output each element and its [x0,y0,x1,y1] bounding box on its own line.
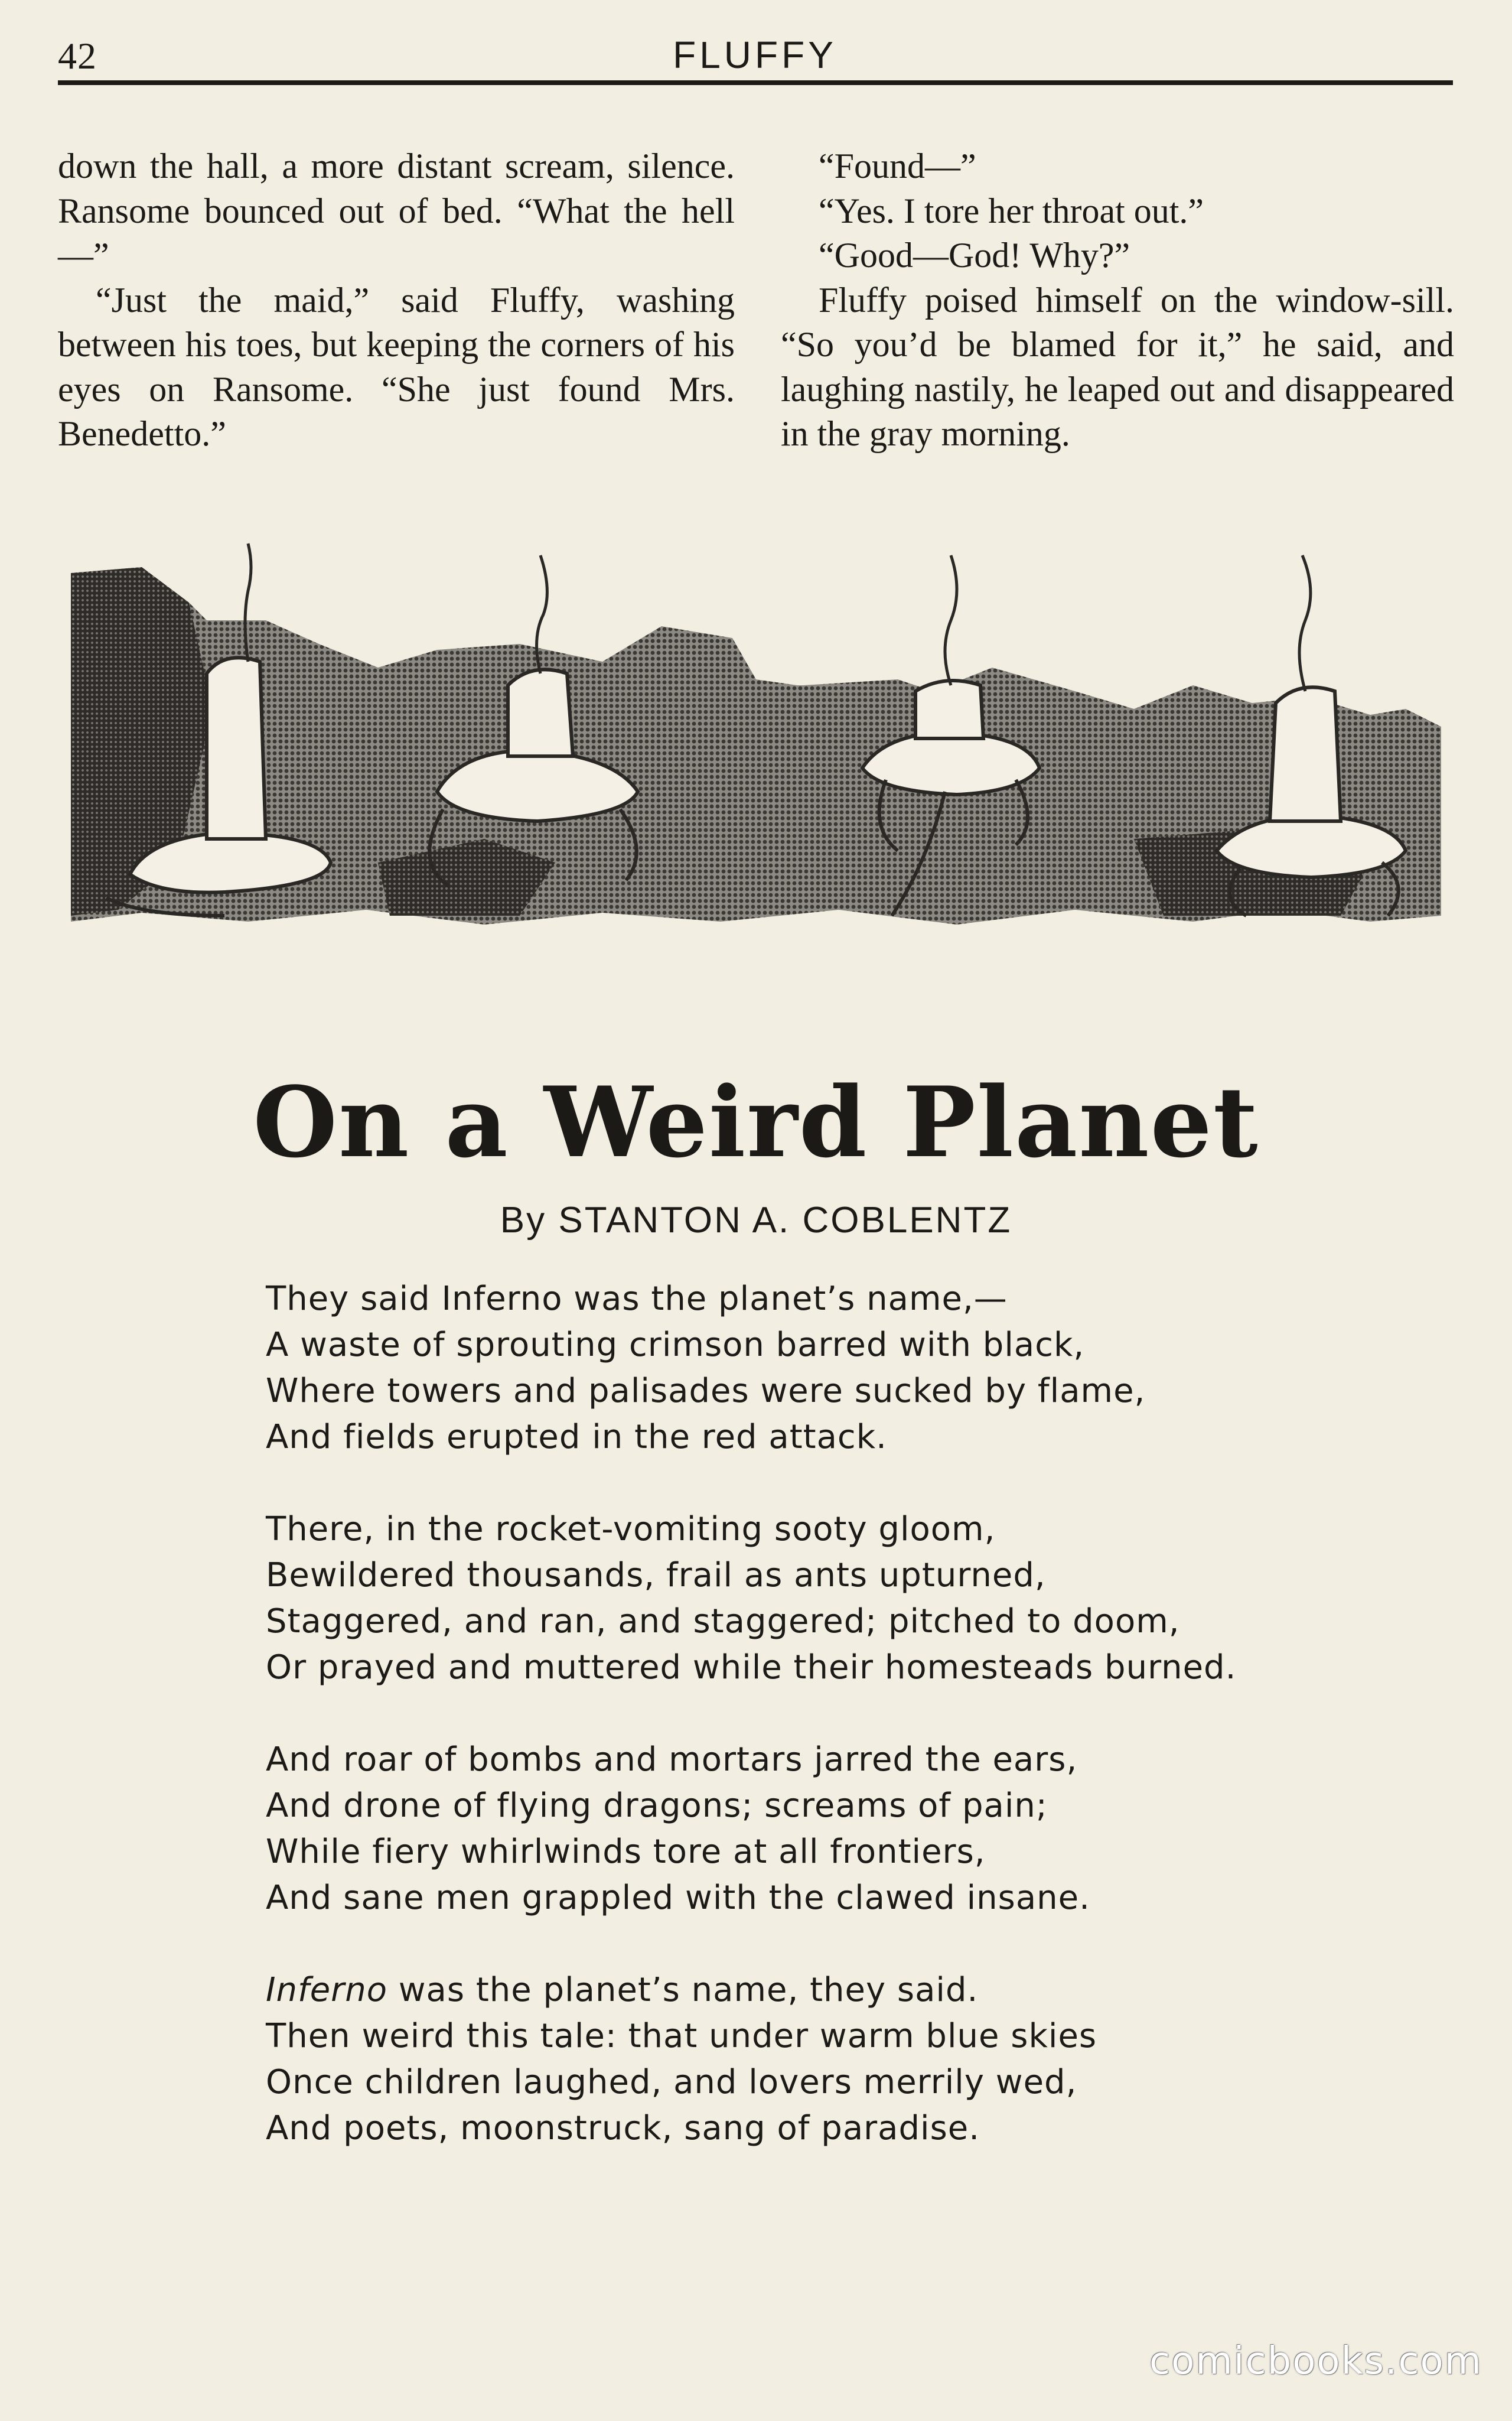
story-paragraph: Fluffy poised himself on the window-sill. “So you’d be blamed for it,” he said, and laughing nastily, he leaped out and disappeared in the gray morning. [781,280,1454,453]
poem-stanza [266,1276,1388,1460]
poem-line: And sane men grappled with the clawed insane. [266,1879,1090,1917]
poem-body [266,1276,1388,2198]
poem-stanza [266,1967,1388,2152]
story-paragraph: “Found—” [819,147,976,186]
poem-line: And fields erupted in the red attack. [266,1418,887,1456]
poem-stanza [266,1506,1388,1691]
poem-line: They said Inferno was the planet’s name,— [266,1280,1008,1318]
header-rule [58,80,1453,85]
poem-line: While fiery whirlwinds tore at all frontiers, [266,1833,986,1871]
candles-illustration [71,532,1441,981]
poem-line: A waste of sprouting crimson barred with black, [266,1326,1085,1364]
poem-byline: By STANTON A. COBLENTZ [500,1200,1012,1241]
story-left-column [58,144,735,457]
poem-line: Once children laughed, and lovers merrily wed, [266,2063,1077,2101]
watermark: comicbooks.com [1149,2339,1482,2383]
poem-line: Staggered, and ran, and staggered; pitched to doom, [266,1602,1180,1641]
poem-line: And roar of bombs and mortars jarred the ears, [266,1740,1078,1779]
magazine-title: FLUFFY [673,34,837,76]
story-paragraph: down the hall, a more distant scream, silence. Ransome bounced out of bed. “What the hell—” [58,147,735,275]
story-paragraph: “Just the maid,” said Fluffy, washing between his toes, but keeping the corners of his eyes on Ransome. “She just found Mrs. Benedetto.” [58,280,735,453]
poem-line: And poets, moonstruck, sang of paradise. [266,2109,980,2147]
story-right-column [781,144,1454,457]
poem-line-rest: was the planet’s name, they said. [387,1971,979,2009]
story-paragraph: “Yes. I tore her throat out.” [819,191,1204,230]
poem-line: There, in the rocket-vomiting sooty gloom, [266,1510,996,1548]
poem-title: On a Weird Planet [253,1065,1259,1179]
story-paragraph: “Good—God! Why?” [819,236,1130,275]
poem-line: Or prayed and muttered while their homesteads burned. [266,1648,1237,1687]
poem-line: Bewildered thousands, frail as ants upturned, [266,1556,1046,1595]
poem-line [266,1967,1388,2013]
poem-line: Where towers and palisades were sucked by flame, [266,1372,1146,1410]
poem-line: And drone of flying dragons; screams of pain; [266,1787,1048,1825]
poem-italic-word: Inferno [266,1971,387,2009]
poem-stanza [266,1737,1388,1921]
poem-line: Then weird this tale: that under warm blue skies [266,2017,1097,2055]
running-head [58,28,1452,85]
page-number: 42 [58,35,97,77]
